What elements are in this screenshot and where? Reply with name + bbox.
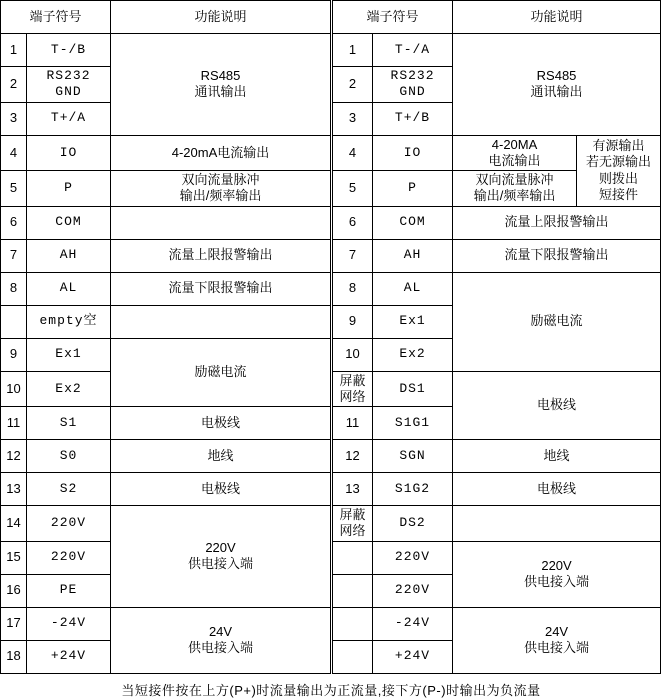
left-row-sym-5: P <box>27 171 111 207</box>
left-desc-io: 4-20mA电流输出 <box>111 135 331 171</box>
right-row-sym-220v-1: 220V <box>373 541 453 574</box>
left-desc-24v <box>111 607 331 673</box>
right-desc-24v-line2: 供电接入端 <box>524 640 590 655</box>
right-row-no-ds1-line1: 屏蔽 <box>339 372 366 388</box>
left-desc-p <box>111 171 331 207</box>
right-row-no-2: 2 <box>333 67 373 103</box>
right-desc-ds2-blank <box>453 506 661 542</box>
right-row-no-6: 6 <box>333 206 373 239</box>
left-row-sym-12: S0 <box>27 440 111 473</box>
left-row-sym-2 <box>27 67 111 103</box>
right-row-no-ds1-line2: 网络 <box>339 388 366 404</box>
right-row-no-11: 11 <box>333 407 373 440</box>
left-row-sym-2-line1: RS232 <box>46 68 91 83</box>
left-row-sym-11: S1 <box>27 407 111 440</box>
right-row-sym-ds1: DS1 <box>373 371 453 407</box>
right-desc-rs485-line1: RS485 <box>536 68 577 83</box>
left-row-no-1: 1 <box>1 34 27 67</box>
header-right-desc: 功能说明 <box>453 1 661 34</box>
left-row-no-9: 9 <box>1 338 27 371</box>
right-row-no-3: 3 <box>333 102 373 135</box>
left-row-no-12: 12 <box>1 440 27 473</box>
left-row-sym-6: COM <box>27 206 111 239</box>
right-row-no-8: 8 <box>333 272 373 305</box>
left-desc-24v-line1: 24V <box>208 623 233 639</box>
right-row-no-220v-1 <box>333 541 373 574</box>
right-desc-rs485-line2: 通讯输出 <box>530 84 583 100</box>
right-row-sym-10: Ex2 <box>373 338 453 371</box>
left-desc-al: 流量下限报警输出 <box>111 272 331 305</box>
right-row-no-7: 7 <box>333 239 373 272</box>
right-row-no-12: 12 <box>333 440 373 473</box>
right-row-sym-7: AH <box>373 239 453 272</box>
left-row-no-4: 4 <box>1 135 27 171</box>
left-desc-ex: 励磁电流 <box>111 338 331 407</box>
left-row-no-5: 5 <box>1 171 27 207</box>
right-row-no-ds2-line1: 屏蔽 <box>339 507 366 522</box>
right-row-no-220v-2 <box>333 574 373 607</box>
left-row-sym-13: S2 <box>27 473 111 506</box>
left-row-sym-17: -24V <box>27 607 111 640</box>
left-row-sym-16: PE <box>27 574 111 607</box>
left-row-no-2: 2 <box>1 67 27 103</box>
header-right-symbol: 端子符号 <box>333 1 453 34</box>
left-row-no-18: 18 <box>1 640 27 673</box>
left-desc-s1: 电极线 <box>111 407 331 440</box>
right-row-sym-9: Ex1 <box>373 305 453 338</box>
header-left-symbol: 端子符号 <box>1 1 111 34</box>
right-row-sym-5: P <box>373 171 453 207</box>
right-desc-p-line2: 输出/频率输出 <box>473 188 556 204</box>
right-desc-io-note-line3: 则拨出 <box>599 170 639 186</box>
left-desc-220v-line1: 220V <box>205 540 236 555</box>
right-row-sym-12: SGN <box>373 440 453 473</box>
left-row-sym-3: T+/A <box>27 102 111 135</box>
right-row-no-ds2 <box>333 506 373 542</box>
right-desc-ex: 励磁电流 <box>453 272 661 371</box>
right-row-sym-2 <box>373 67 453 103</box>
left-desc-s2: 电极线 <box>111 473 331 506</box>
right-desc-24v-line1: 24V <box>544 623 569 639</box>
left-row-sym-empty: empty空 <box>27 305 111 338</box>
left-row-no-7: 7 <box>1 239 27 272</box>
right-desc-io <box>453 135 577 171</box>
right-row-no-ds1 <box>333 371 373 407</box>
right-desc-com: 流量上限报警输出 <box>453 206 661 239</box>
right-desc-io-note-line1: 有源输出 <box>592 138 645 153</box>
right-desc-s1g1-electrode: 电极线 <box>453 371 661 440</box>
left-row-sym-14: 220V <box>27 506 111 542</box>
right-row-sym-13: S1G2 <box>373 473 453 506</box>
right-row-sym-ds2: DS2 <box>373 506 453 542</box>
table-header-row <box>1 1 661 34</box>
left-row-no-14: 14 <box>1 506 27 542</box>
left-desc-empty-blank <box>111 305 331 338</box>
right-row-sym-11: S1G1 <box>373 407 453 440</box>
left-row-no-11: 11 <box>1 407 27 440</box>
left-desc-ah: 流量上限报警输出 <box>111 239 331 272</box>
left-row-sym-2-line2: GND <box>55 84 82 100</box>
left-row-sym-18: +24V <box>27 640 111 673</box>
header-left-desc: 功能说明 <box>111 1 331 34</box>
left-row-no-8: 8 <box>1 272 27 305</box>
left-row-sym-9: Ex1 <box>27 338 111 371</box>
left-row-no-10: 10 <box>1 371 27 407</box>
left-desc-com-blank <box>111 206 331 239</box>
left-desc-p-line1: 双向流量脉冲 <box>181 172 260 187</box>
left-desc-rs485-line1: RS485 <box>200 68 241 83</box>
right-desc-ah: 流量下限报警输出 <box>453 239 661 272</box>
left-row-sym-7: AH <box>27 239 111 272</box>
left-desc-rs485-line2: 通讯输出 <box>194 84 247 100</box>
right-desc-io-line2: 电流输出 <box>488 152 541 168</box>
left-desc-rs485 <box>111 34 331 136</box>
left-row-no-6: 6 <box>1 206 27 239</box>
left-desc-s0: 地线 <box>111 440 331 473</box>
right-desc-rs485 <box>453 34 661 136</box>
left-row-sym-1: T-/B <box>27 34 111 67</box>
right-row-no-4: 4 <box>333 135 373 171</box>
left-desc-p-line2: 输出/频率输出 <box>179 188 262 204</box>
right-row-no-13: 13 <box>333 473 373 506</box>
right-row-sym-6: COM <box>373 206 453 239</box>
right-desc-220v-line1: 220V <box>541 557 572 573</box>
left-row-no-17: 17 <box>1 607 27 640</box>
right-desc-220v <box>453 541 661 607</box>
right-desc-io-note-line2: 若无源输出 <box>586 154 652 170</box>
table-row <box>1 34 661 67</box>
right-row-sym-2-line1: RS232 <box>390 68 435 83</box>
right-row-no-10: 10 <box>333 338 373 371</box>
footnote: 当短接件按在上方(P+)时流量输出为正流量,接下方(P-)时输出为负流量 <box>121 682 541 698</box>
left-row-no-13: 13 <box>1 473 27 506</box>
right-row-sym-2-line2: GND <box>399 84 426 100</box>
right-row-sym-neg24v: -24V <box>373 607 453 640</box>
right-row-sym-4: IO <box>373 135 453 171</box>
right-row-no-5: 5 <box>333 171 373 207</box>
left-row-sym-10: Ex2 <box>27 371 111 407</box>
left-row-no-empty <box>1 305 27 338</box>
right-desc-sgn-ground: 地线 <box>453 440 661 473</box>
right-row-no-1: 1 <box>333 34 373 67</box>
right-desc-220v-line2: 供电接入端 <box>524 574 590 589</box>
right-row-sym-1: T-/A <box>373 34 453 67</box>
left-row-no-16: 16 <box>1 574 27 607</box>
left-desc-220v-line2: 供电接入端 <box>188 556 254 572</box>
right-row-no-neg24v <box>333 607 373 640</box>
left-desc-24v-line2: 供电接入端 <box>188 640 254 655</box>
left-row-sym-4: IO <box>27 135 111 171</box>
right-desc-io-note <box>577 135 661 206</box>
left-row-no-15: 15 <box>1 541 27 574</box>
right-desc-p-line1: 双向流量脉冲 <box>475 172 554 187</box>
right-desc-p <box>453 171 577 207</box>
right-desc-24v <box>453 607 661 673</box>
right-row-no-ds2-line2: 网络 <box>339 523 366 539</box>
left-row-sym-8: AL <box>27 272 111 305</box>
right-row-sym-220v-2: 220V <box>373 574 453 607</box>
right-desc-io-line1: 4-20MA <box>491 136 538 152</box>
right-row-sym-3: T+/B <box>373 102 453 135</box>
right-row-sym-pos24v: +24V <box>373 640 453 673</box>
left-row-no-3: 3 <box>1 102 27 135</box>
right-desc-io-note-line4: 短接件 <box>599 186 639 202</box>
left-row-sym-15: 220V <box>27 541 111 574</box>
right-row-no-pos24v <box>333 640 373 673</box>
left-desc-220v <box>111 506 331 608</box>
right-row-no-9: 9 <box>333 305 373 338</box>
right-desc-s1g2-electrode: 电极线 <box>453 473 661 506</box>
right-row-sym-8: AL <box>373 272 453 305</box>
